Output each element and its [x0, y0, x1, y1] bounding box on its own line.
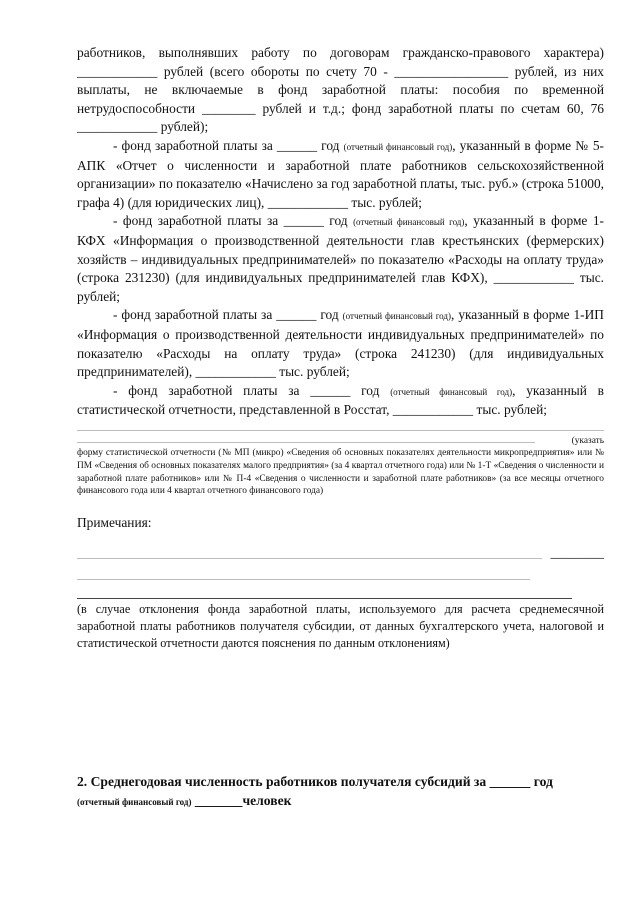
- paragraph-payroll-accounts: работников, выполнявших работу по договорам гражданско-правового характера) ____________ рублей (всего обороты по счету 70 - _________________ рублей, из них выплаты, не включаемые в фонд заработной платы: пособия по временной нетрудоспособности ________ рублей и т.д.; фонд заработной платы по счетам 60, 76 ____________ рублей);: [77, 45, 604, 135]
- section-2-title: 2. Среднегодовая численность работников получателя субсидий за ______ год: [77, 774, 553, 790]
- payroll-fund-label: - фонд заработной платы за ______ год: [113, 213, 348, 229]
- notes-blank: ________: [550, 545, 604, 561]
- paragraph-5apk-text: , указанный в форме № 5-АПК «Отчет о численности и заработной плате работников сельскохозяйственной организации» по показателю «Начислено за год заработной платы, тыс. руб.» (строка 51000, графа 4) (для юридических лиц), ____________ тыс. рублей;: [77, 137, 604, 210]
- payroll-fund-label: - фонд заработной платы за ______ год: [113, 137, 340, 153]
- footnote-right: (указать: [571, 435, 604, 446]
- notes-line-1: [77, 544, 604, 563]
- year-hint: (отчетный финансовый год): [342, 311, 451, 322]
- footnote-text: форму статистической отчетности (№ МП (микро) «Сведения об основных показателях деятельности микропредприятия» или № ПМ «Сведения об основных показателях малого предприятия» (за 4 квартал отчетного года) или № 1-Т «Сведения о численности и заработной плате работников» или № П-4 «Сведения о численности и заработной плате работников» (за все месяцы отчетного финансового года или 4 квартал отчетного финансового года): [77, 448, 604, 497]
- paragraph-1ip-text: , указанный в форме 1-ИП «Информация о производственной деятельности индивидуальных предпринимателей» по показателю «Расходы на оплату труда» (строка 241230) (для индивидуальных предпринимателей), ____________ тыс. рублей;: [77, 307, 604, 380]
- paragraph-1kfh-text: , указанный в форме 1-КФХ «Информация о производственной деятельности глав крестьянских (фермерских) хозяйств – индивидуальных предпринимателей» по показателю «Расходы на оплату труда» (строка 231230) (для индивидуальных предпринимателей глав КФХ), ____________ тыс. рублей;: [77, 213, 604, 304]
- paragraph-1kfh: [77, 212, 604, 306]
- paragraph-rosstat-text: , указанный в статистической отчетности, представленной в Росстат, ____________ тыс. рублей;: [77, 382, 604, 418]
- paragraph-5apk: [77, 137, 604, 212]
- payroll-fund-label: - фонд заработной платы за ______ год: [113, 307, 339, 323]
- section-2-heading: [77, 772, 604, 812]
- notes-rule: [77, 558, 542, 559]
- section-2-year-hint: (отчетный финансовый год): [77, 797, 192, 808]
- paragraph-1ip: [77, 306, 604, 381]
- notes-label: Примечания:: [77, 514, 152, 530]
- notes-rule: [77, 598, 572, 599]
- payroll-fund-label: - фонд заработной платы за ______ год: [113, 382, 380, 398]
- paragraph-rosstat: [77, 382, 604, 420]
- notes-explanation: (в случае отклонения фонда заработной платы, используемого для расчета среднемесячной заработной платы работников получателя субсидии, от данных бухгалтерского учета, налоговой и статистической отчетности даются пояснения по данным отклонениям): [77, 602, 604, 651]
- section-2-people: _______человек: [191, 793, 292, 809]
- year-hint: (отчетный финансовый год): [343, 141, 453, 152]
- year-hint: (отчетный финансовый год): [353, 217, 465, 228]
- year-hint: (отчетный финансовый год): [390, 386, 513, 397]
